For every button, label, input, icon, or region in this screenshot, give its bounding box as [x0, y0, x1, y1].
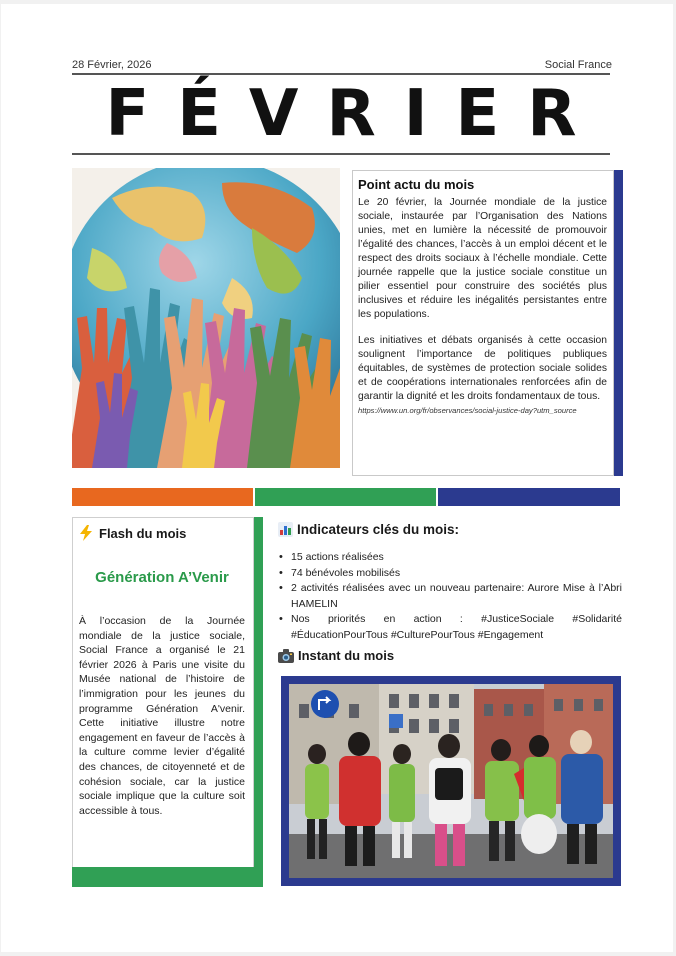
point-actu-source-link[interactable]: https://www.un.org/fr/observances/social-justice-day?utm_source — [358, 406, 577, 415]
indicator-item: • 2 activités réalisées avec un nouveau partenaire: Aurore Mise à l’Abri HAMELIN — [278, 581, 622, 612]
globe-hands-icon — [72, 168, 340, 468]
indicator-item: • 15 actions réalisées — [278, 550, 622, 566]
band-blue — [438, 488, 620, 506]
group-photo-icon — [289, 684, 613, 878]
flash-text: À l’occasion de la Journée mondiale de la justice sociale, Social France a organisé le 21 février 2026 à Paris une visite du Musée national de l’histoire de l’immigration pour les jeunes du programme Génération A'venir. Cette initiative illustre notre engagement en faveur de l’accès à la culture comme levier d’égalité des chances, de citoyenneté et de cohésion sociale, car la justice sociale implique que la culture soit accessible à tous. — [79, 615, 245, 817]
indicators-list — [278, 550, 622, 643]
flash-green-accent — [72, 867, 263, 887]
indicators-title: Indicateurs clés du mois: — [297, 522, 460, 537]
band-orange — [72, 488, 253, 506]
instant-photo — [289, 684, 613, 878]
instant-heading — [278, 648, 394, 663]
masthead-top-rule — [72, 73, 610, 75]
point-actu-title: Point actu du mois — [358, 177, 475, 192]
indicator-item: • Nos priorités en action : #JusticeSociale #Solidarité #ÉducationPourTous #CulturePourTous #Engagement — [278, 612, 622, 643]
bar-chart-icon — [278, 522, 293, 537]
flash-heading — [79, 525, 245, 541]
indicators-heading — [278, 522, 459, 537]
camera-icon — [278, 649, 294, 663]
point-actu-paragraph-1: Le 20 février, la Journée mondiale de la justice sociale, instaurée par l’Organisation des Nations unies, met en lumière la nécessité de promouvoir l’égalité des chances, l’accès à un emploi décent et le respect des droits sociaux à l’échelle mondiale. Cette journée rappelle que la justice sociale constitue un pilier essentiel pour construire des sociétés plus inclusives et réduire les inégalités persistantes entre les populations. — [358, 197, 607, 320]
point-actu-paragraph-2: Les initiatives et débats organisés à cette occasion soulignent l’importance de politiques publiques équitables, de systèmes de protection sociale solides et de coopérations internationales renforcées afin de garantir la dignité et les droits fondamentaux de tous. — [358, 335, 607, 402]
globe-hands-image — [72, 168, 340, 468]
indicator-item: • 74 bénévoles mobilisés — [278, 566, 622, 582]
lightning-icon — [79, 525, 93, 541]
flash-program-name: Génération A’Venir — [95, 569, 229, 586]
point-actu-box — [352, 170, 614, 476]
instant-photo-frame — [281, 676, 621, 886]
instant-title: Instant du mois — [298, 648, 395, 663]
masthead-bottom-rule — [72, 153, 610, 155]
flash-box — [72, 517, 254, 869]
band-green — [255, 488, 436, 506]
flash-title: Flash du mois — [99, 525, 187, 541]
brand-name: Social France — [544, 59, 612, 71]
masthead-title: FÉVRIER — [105, 77, 605, 151]
issue-date: 28 Février, 2026 — [72, 59, 152, 71]
